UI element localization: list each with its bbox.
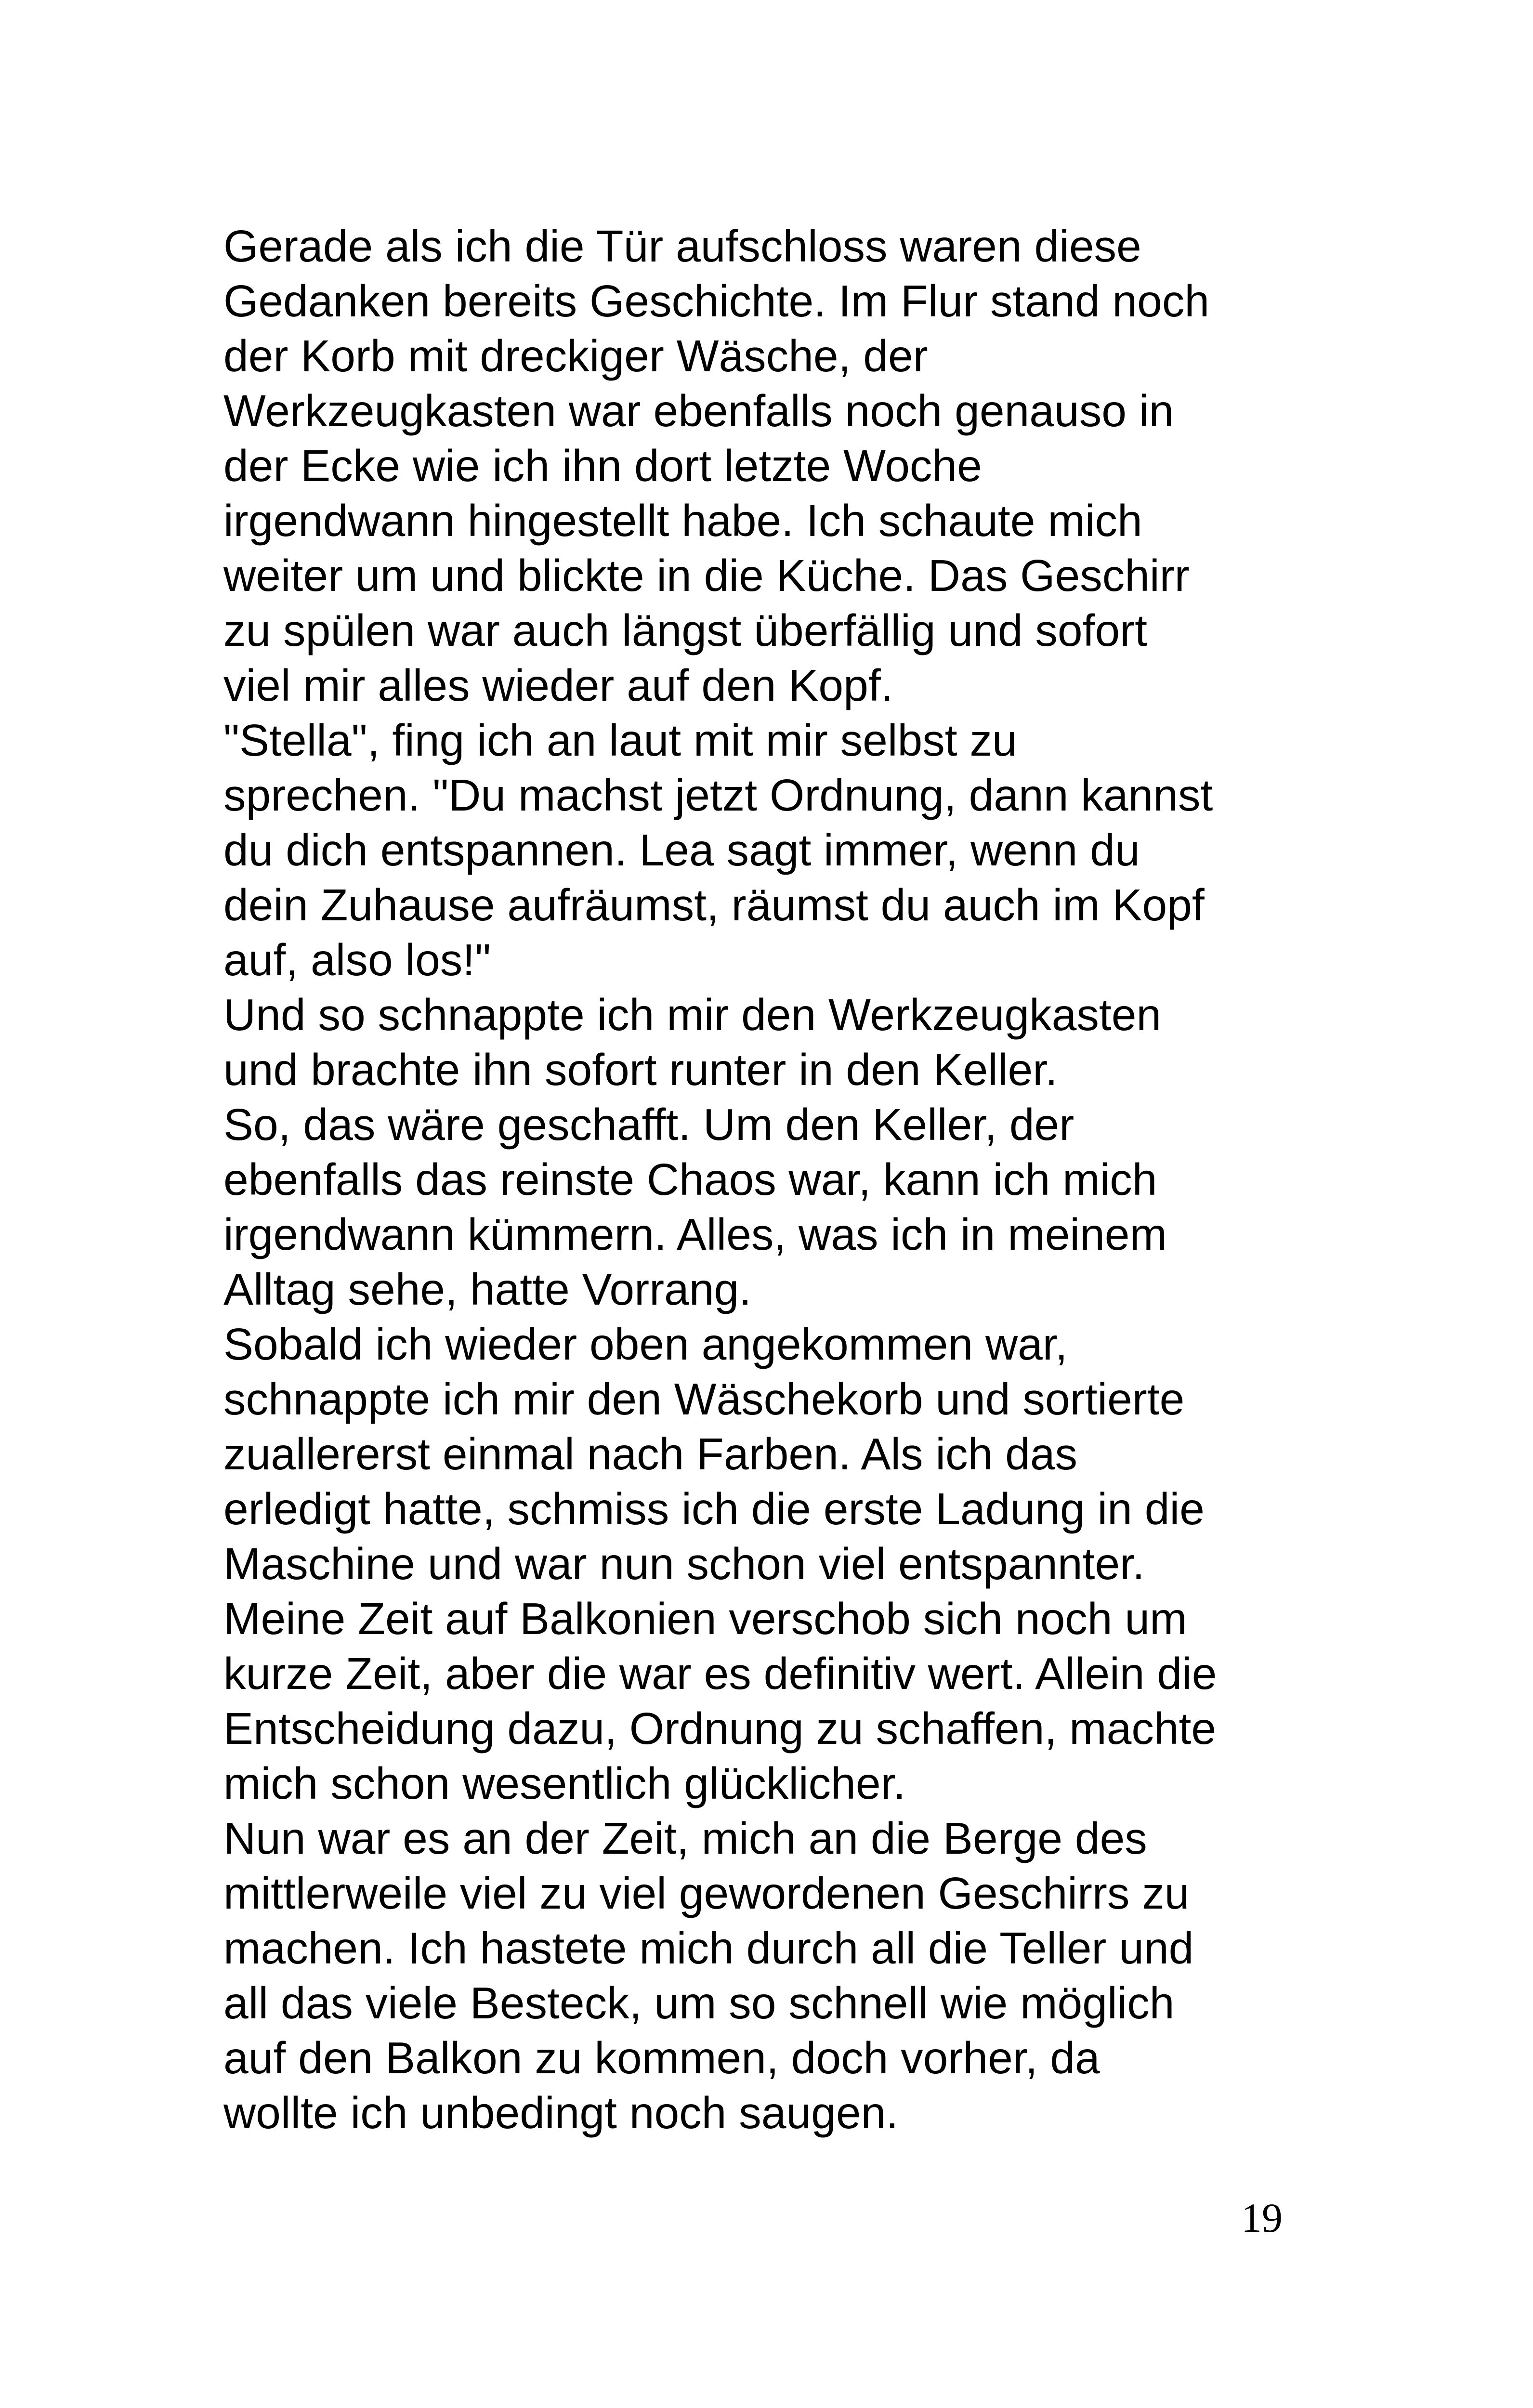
text-line: Und so schnappte ich mir den Werkzeugkasten — [223, 990, 1162, 1040]
text-line: Entscheidung dazu, Ordnung zu schaffen, machte — [223, 1703, 1217, 1754]
text-line: der Korb mit dreckiger Wäsche, der — [223, 331, 928, 381]
text-line: all das viele Besteck, um so schnell wie möglich — [223, 1978, 1175, 2028]
text-line: wollte ich unbedingt noch saugen. — [223, 2088, 899, 2138]
text-line: Gerade als ich die Tür aufschloss waren diese — [223, 221, 1141, 271]
text-line: mittlerweile viel zu viel gewordenen Geschirrs zu — [223, 1868, 1190, 1918]
text-line: schnappte ich mir den Wäschekorb und sortierte — [223, 1374, 1185, 1424]
text-line: So, das wäre geschafft. Um den Keller, der — [223, 1099, 1074, 1150]
text-line: weiter um und blickte in die Küche. Das Geschirr — [223, 550, 1190, 601]
text-line: irgendwann kümmern. Alles, was ich in meinem — [223, 1209, 1167, 1259]
text-line: Gedanken bereits Geschichte. Im Flur stand noch — [223, 276, 1210, 326]
text-line: zuallererst einmal nach Farben. Als ich das — [223, 1429, 1078, 1479]
text-line: irgendwann hingestellt habe. Ich schaute mich — [223, 496, 1142, 546]
text-line: du dich entspannen. Lea sagt immer, wenn du — [223, 825, 1140, 875]
text-line: und brachte ihn sofort runter in den Keller. — [223, 1045, 1058, 1095]
text-line: Maschine und war nun schon viel entspannter. — [223, 1539, 1145, 1589]
page-number: 19 — [1241, 2195, 1283, 2241]
body-text — [223, 219, 1331, 2140]
text-line: kurze Zeit, aber die war es definitiv wert. Allein die — [223, 1649, 1217, 1699]
text-line: Nun war es an der Zeit, mich an die Berge des — [223, 1813, 1147, 1863]
text-line: machen. Ich hastete mich durch all die Teller und — [223, 1923, 1194, 1973]
text-line: mich schon wesentlich glücklicher. — [223, 1758, 906, 1808]
text-line: Werkzeugkasten war ebenfalls noch genauso in — [223, 386, 1174, 436]
text-line: sprechen. "Du machst jetzt Ordnung, dann kannst — [223, 770, 1213, 820]
text-line: auf den Balkon zu kommen, doch vorher, da — [223, 2033, 1100, 2083]
text-line: "Stella", fing ich an laut mit mir selbst zu — [223, 715, 1017, 765]
text-line: erledigt hatte, schmiss ich die erste Ladung in die — [223, 1484, 1205, 1534]
text-line: Alltag sehe, hatte Vorrang. — [223, 1264, 752, 1314]
text-line: Meine Zeit auf Balkonien verschob sich noch um — [223, 1594, 1187, 1644]
text-line: dein Zuhause aufräumst, räumst du auch im Kopf — [223, 880, 1205, 930]
text-line: viel mir alles wieder auf den Kopf. — [223, 660, 893, 710]
text-line: auf, also los!" — [223, 935, 491, 985]
text-line: ebenfalls das reinste Chaos war, kann ich mich — [223, 1154, 1157, 1204]
text-line: der Ecke wie ich ihn dort letzte Woche — [223, 441, 982, 491]
text-line: Sobald ich wieder oben angekommen war, — [223, 1319, 1068, 1369]
text-line: zu spülen war auch längst überfällig und sofort — [223, 605, 1147, 655]
